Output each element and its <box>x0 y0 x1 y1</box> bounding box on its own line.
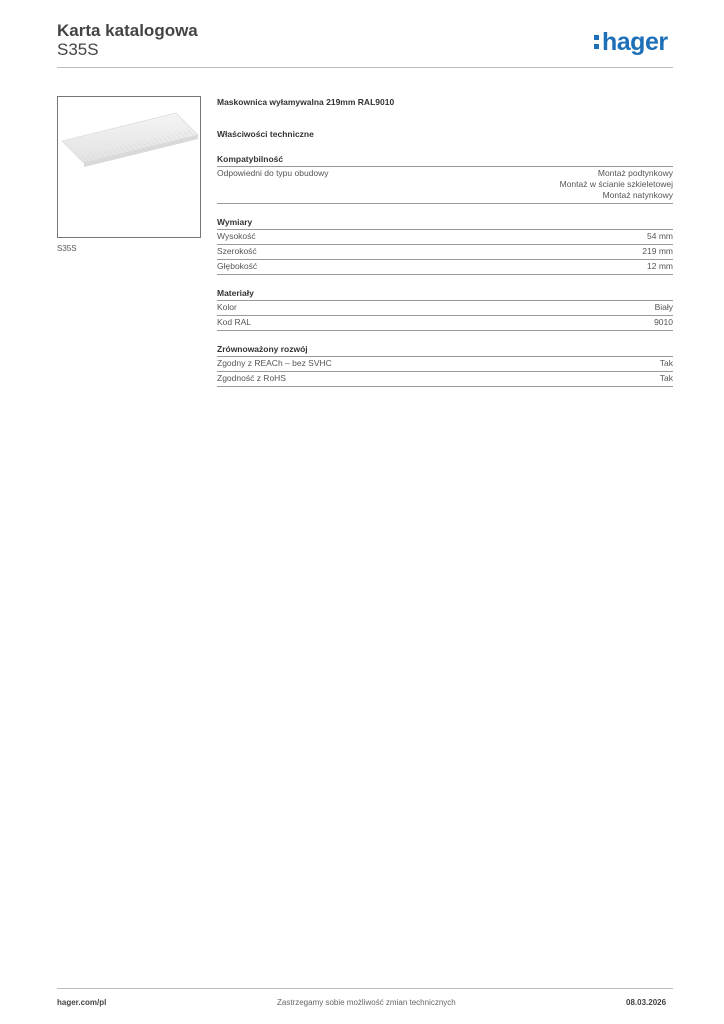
section-title: Zrównoważony rozwój <box>217 343 673 357</box>
spec-value-line: 219 mm <box>642 246 673 256</box>
product-code: S35S <box>57 40 99 59</box>
spec-value-line: Montaż natynkowy <box>602 190 673 200</box>
logo-wordmark: hager <box>602 28 668 56</box>
spec-row <box>217 372 673 387</box>
spec-value-line: Biały <box>654 302 673 312</box>
blanking-strip-illustration <box>58 97 200 237</box>
spec-value-line: Tak <box>659 358 673 368</box>
spec-label: Zgodny z REACh – bez SVHC <box>217 358 332 368</box>
spec-row <box>217 301 673 316</box>
spec-value <box>647 231 673 242</box>
properties-heading: Właściwości techniczne <box>217 129 314 139</box>
spec-value <box>560 168 673 201</box>
header-divider <box>57 67 673 68</box>
spec-value-line: 54 mm <box>647 231 673 241</box>
spec-label: Wysokość <box>217 231 256 241</box>
spec-value-line: Montaż podtynkowy <box>597 168 673 178</box>
spec-section <box>217 153 673 204</box>
footer-notice: Zastrzegamy sobie możliwość zmian technicznych <box>277 998 456 1007</box>
spec-sections <box>217 153 673 387</box>
spec-label: Kolor <box>217 302 237 312</box>
spec-row <box>217 245 673 260</box>
section-title: Kompatybilność <box>217 153 673 167</box>
section-title: Materiały <box>217 287 673 301</box>
spec-label: Szerokość <box>217 246 257 256</box>
image-caption: S35S <box>57 244 77 253</box>
page-title: Karta katalogowa <box>57 21 198 40</box>
spec-sheet <box>217 97 673 387</box>
footer-date: 08.03.2026 <box>626 998 667 1007</box>
spec-value <box>655 302 673 313</box>
spec-value <box>660 358 673 369</box>
section-title: Wymiary <box>217 216 673 230</box>
hager-logo <box>594 27 668 57</box>
spec-value <box>642 246 673 257</box>
spec-row <box>217 167 673 204</box>
spec-value <box>654 317 673 328</box>
spec-row <box>217 260 673 275</box>
footer-divider <box>57 988 673 989</box>
spec-row <box>217 357 673 372</box>
spec-value-line: 9010 <box>654 317 673 327</box>
spec-value-line: Tak <box>659 373 673 383</box>
logo-dots-icon <box>594 35 599 49</box>
spec-value <box>647 261 673 272</box>
spec-label: Kod RAL <box>217 317 252 327</box>
spec-label: Głębokość <box>217 261 258 271</box>
footer-website: hager.com/pl <box>57 998 107 1007</box>
spec-row <box>217 230 673 245</box>
spec-value-line: Montaż w ścianie szkieletowej <box>559 179 673 189</box>
spec-section <box>217 287 673 331</box>
spec-label: Zgodność z RoHS <box>217 373 286 383</box>
spec-section <box>217 216 673 275</box>
product-image <box>57 96 201 238</box>
spec-value <box>660 373 673 384</box>
spec-value-line: 12 mm <box>647 261 673 271</box>
product-name: Maskownica wyłamywalna 219mm RAL9010 <box>217 97 395 107</box>
spec-section <box>217 343 673 387</box>
spec-label: Odpowiedni do typu obudowy <box>217 168 329 178</box>
spec-row <box>217 316 673 331</box>
